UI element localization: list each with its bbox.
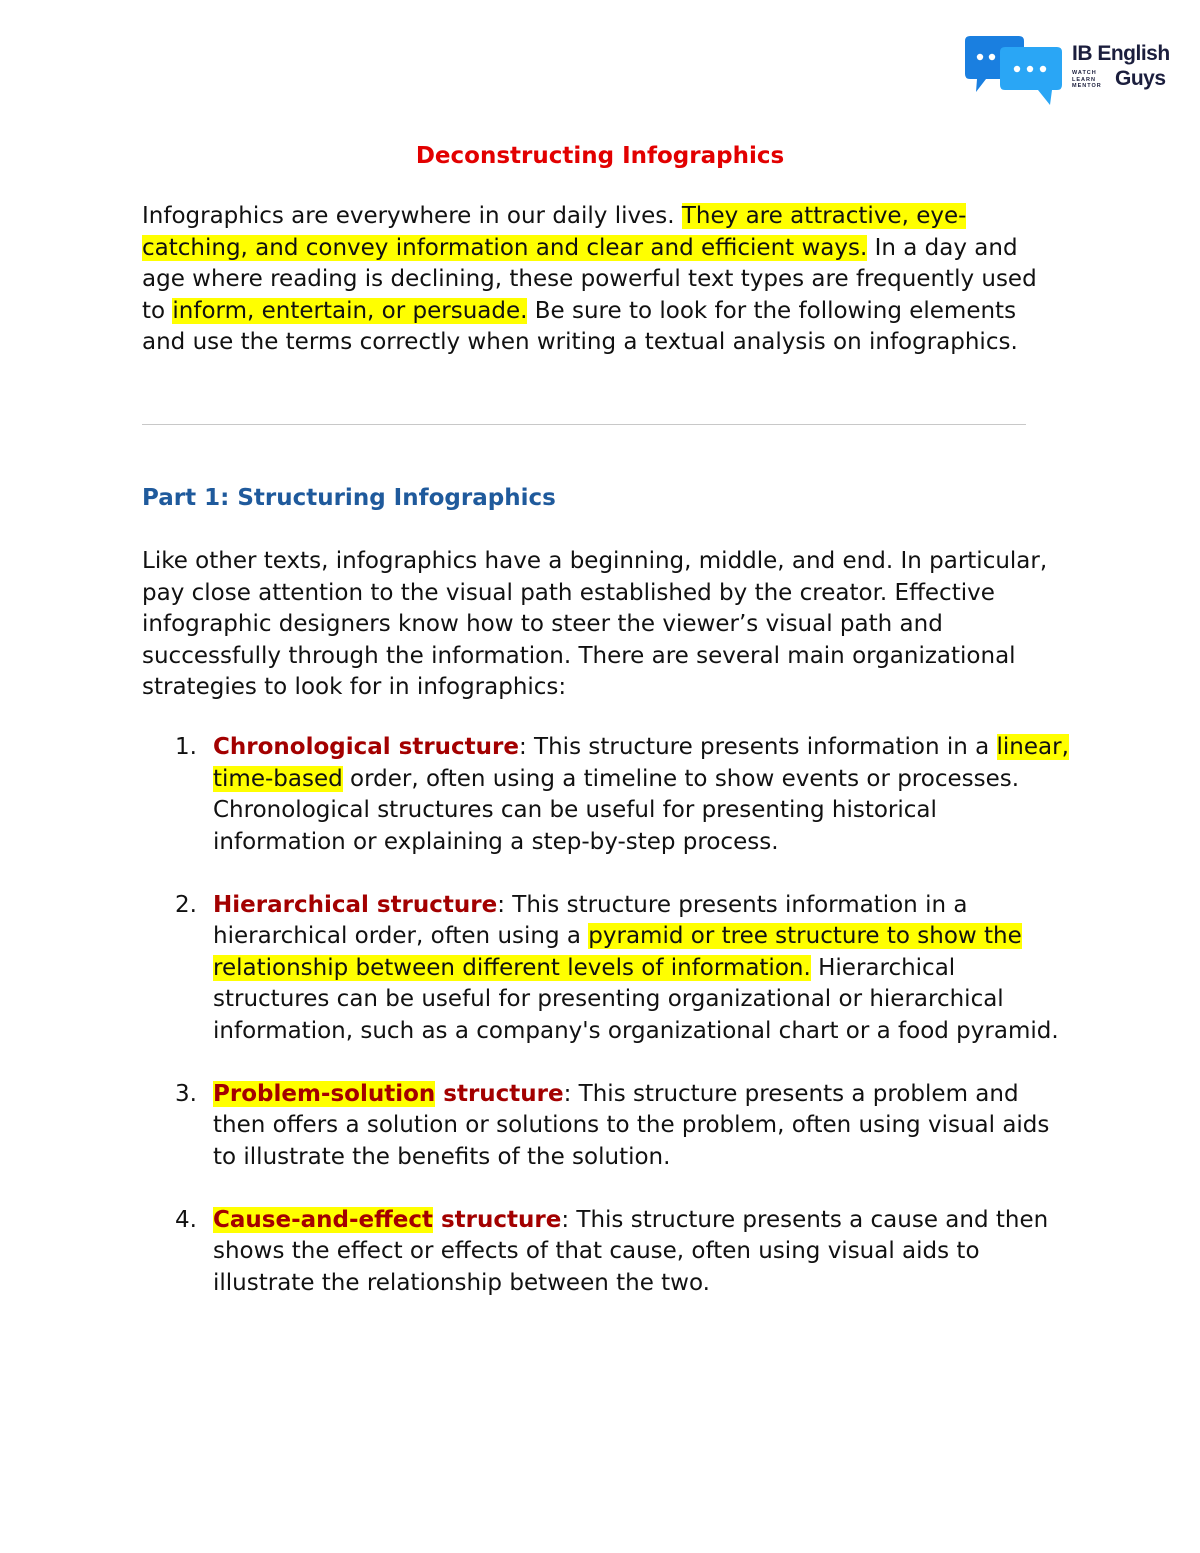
- item-text: : This structure presents information in a hierarchical order, often using a: [213, 891, 968, 949]
- term-hierarchical: Hierarchical structure: [213, 891, 498, 918]
- term-chronological: Chronological structure: [213, 734, 519, 760]
- logo-line-1: IB English: [1072, 42, 1170, 65]
- brand-logo: [962, 34, 1172, 108]
- term-structure: structure: [435, 1080, 564, 1107]
- item-text: order, often using a timeline to show events or processes. Chronological structures can be useful for presenting historical information or explaining a step-by-step process.: [213, 765, 1020, 855]
- horizontal-divider: [142, 424, 1026, 425]
- list-item: [142, 1205, 1072, 1300]
- intro-paragraph: [142, 201, 1062, 359]
- list-item: [142, 732, 1072, 858]
- intro-highlight-2: inform, entertain, or persuade.: [172, 297, 528, 324]
- logo-wordmark: [1072, 42, 1170, 90]
- intro-text-2: In a day and age where reading is declining, these powerful text types are frequently used to: [142, 234, 1037, 324]
- logo-tagline-3: MENTOR: [1072, 83, 1102, 89]
- term-cause-and-effect-highlight: Cause-and-effect: [213, 1206, 433, 1233]
- term-structure: structure: [432, 1206, 562, 1233]
- intro-text-3: Be sure to look for the following elements and use the terms correctly when writing a textual analysis on infographics.: [142, 297, 1018, 355]
- list-number: 4.: [175, 1206, 197, 1233]
- logo-tagline-2: LEARN: [1072, 76, 1096, 83]
- intro-text-1: Infographics are everywhere in our daily lives.: [142, 203, 682, 229]
- part-1-heading: Part 1: Structuring Infographics: [142, 485, 556, 511]
- list-number: 1.: [175, 734, 197, 760]
- logo-tagline-1: WATCH: [1072, 70, 1097, 76]
- item-text: : This structure presents a problem and then offers a solution or solutions to the problem, often using visual aids to illustrate the benefits of the solution.: [213, 1080, 1050, 1170]
- list-number: 2.: [175, 891, 197, 918]
- item-highlight: linear, time-based: [213, 734, 1069, 792]
- item-text: Hierarchical structures can be useful for presenting organizational or hierarchical information, such as a company's organizational chart or a food pyramid.: [213, 954, 1059, 1044]
- item-text: : This structure presents a cause and then shows the effect or effects of that cause, often using visual aids to illustrate the relationship between the two.: [213, 1206, 1049, 1296]
- document-title: Deconstructing Infographics: [415, 143, 785, 169]
- term-problem-solution-highlight: Problem-solution: [213, 1080, 436, 1107]
- intro-highlight-1: They are attractive, eye-catching, and convey information and clear and efficient ways.: [142, 203, 967, 261]
- list-number: 3.: [175, 1080, 197, 1107]
- logo-line-2: Guys: [1115, 67, 1166, 90]
- part-1-intro: Like other texts, infographics have a beginning, middle, and end. In particular, pay close attention to the visual path established by the creator. Effective infographic designers know how to steer the viewer’s visual path and successfully through the information. There are several main organizational strategies to look for in infographics:: [142, 548, 1048, 700]
- list-item: [142, 890, 1072, 1048]
- list-item: [142, 1079, 1072, 1174]
- item-text: : This structure presents information in a: [519, 734, 997, 760]
- chat-bubbles-icon: [962, 34, 1067, 108]
- logo-tagline: [1072, 70, 1112, 90]
- structure-list: [142, 732, 1072, 1331]
- item-highlight: pyramid or tree structure to show the relationship between different levels of information.: [213, 923, 1022, 981]
